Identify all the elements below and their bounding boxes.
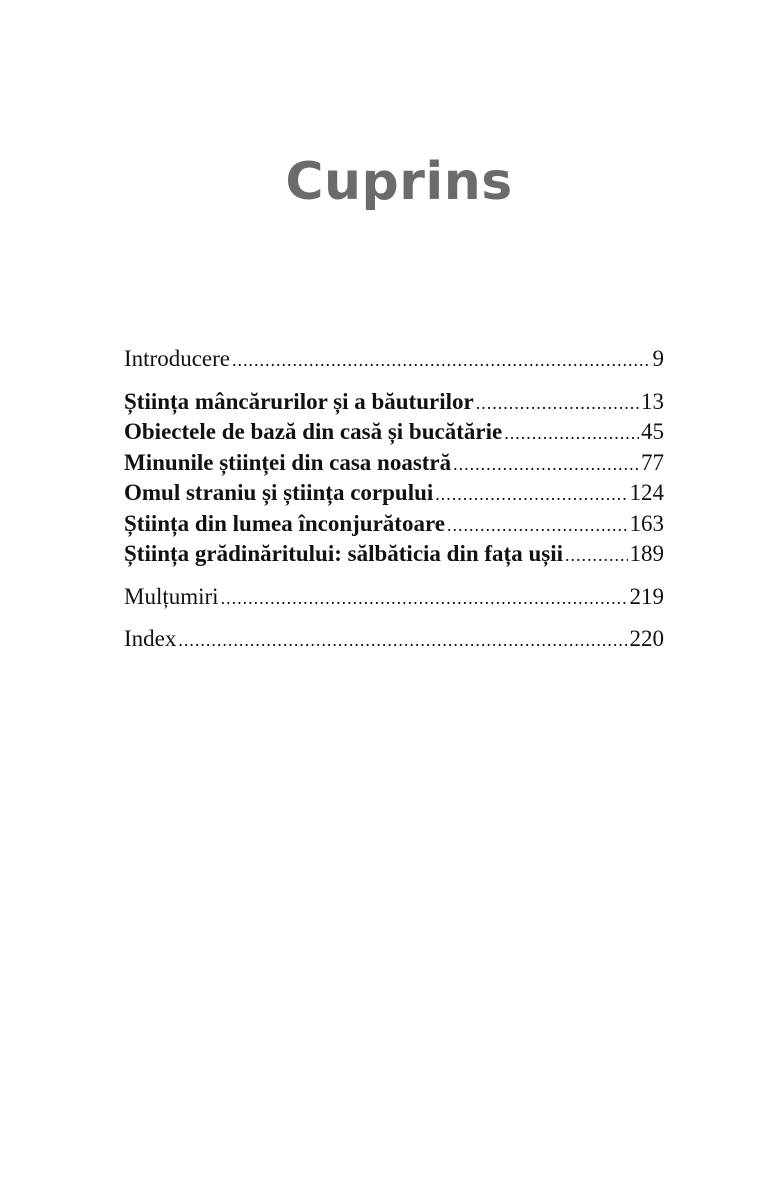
toc-entry-chapter-4[interactable] [124,478,664,509]
toc-entry-page: 13 [641,388,664,414]
toc-entry-page: 124 [629,480,664,505]
dot-leader [221,583,628,613]
toc-entry-title: Obiectele de bază din casă și bucătărie [124,419,503,444]
toc-entry-title: Omul straniu și știința corpului [124,480,434,505]
toc-entry-multumiri[interactable] [124,582,664,613]
dot-leader [453,449,639,479]
dot-leader [504,418,639,448]
toc-entry-title: Minunile științei din casa noastră [124,449,452,475]
toc-entry-page: 189 [629,541,664,566]
toc-entry-page: 45 [641,419,664,444]
toc-entry-page: 77 [641,449,664,475]
dot-leader [232,345,651,375]
toc-entry-index[interactable] [124,624,664,655]
table-of-contents [124,344,664,655]
dot-leader [565,540,628,570]
toc-entry-title: Index [124,626,177,651]
toc-entry-chapter-5[interactable] [124,509,664,540]
toc-entry-title: Introducere [124,346,230,371]
toc-entry-title: Mulțumiri [124,583,219,609]
toc-entry-page: 9 [652,346,664,371]
dot-leader [435,479,627,509]
toc-entry-page: 163 [629,510,664,536]
dot-leader [447,510,628,540]
dot-leader [178,625,627,655]
toc-entry-chapter-2[interactable] [124,417,664,448]
toc-entry-chapter-6[interactable] [124,539,664,570]
toc-entry-introducere[interactable] [124,344,664,375]
page-title: Cuprins [285,152,513,212]
toc-entry-chapter-1[interactable] [124,387,664,418]
toc-entry-title: Știința grădinăritului: sălbăticia din fața ușii [124,541,563,566]
dot-leader [476,388,639,418]
toc-entry-page: 220 [629,626,664,651]
toc-entry-title: Știința din lumea înconjurătoare [124,510,445,536]
toc-entry-title: Știința mâncărurilor și a băuturilor [124,388,474,414]
toc-entry-chapter-3[interactable] [124,448,664,479]
toc-entry-page: 219 [629,583,664,609]
